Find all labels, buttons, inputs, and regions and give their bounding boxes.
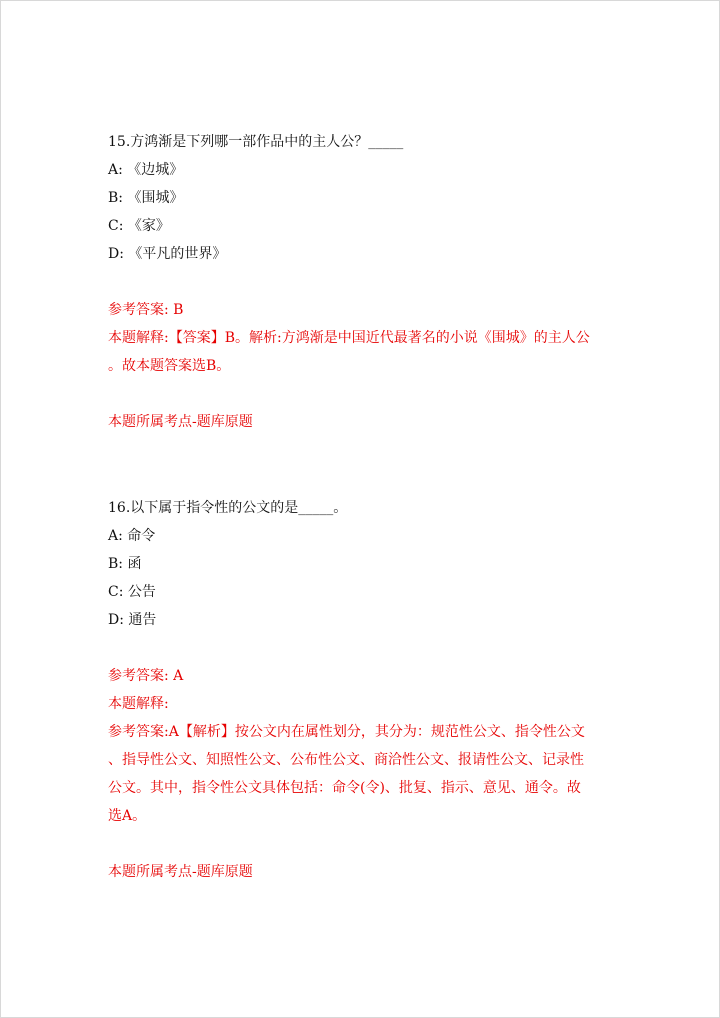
answer-line: 参考答案: A xyxy=(108,668,184,684)
option-d: D: 《平凡的世界》 xyxy=(108,246,227,262)
option-b: B: 《围城》 xyxy=(108,190,184,206)
explanation-line: 、指导性公文、知照性公文、公布性公文、商洽性公文、报请性公文、记录性 xyxy=(108,752,584,768)
question-block xyxy=(108,494,618,886)
option-a: A: 《边城》 xyxy=(108,162,184,178)
explanation-line: 。故本题答案选B。 xyxy=(108,358,231,374)
explanation-line: 本题解释: xyxy=(108,696,169,712)
option-d: D: 通告 xyxy=(108,612,157,628)
option-c: C: 公告 xyxy=(108,584,156,600)
option-a: A: 命令 xyxy=(108,528,156,544)
explanation-line: 本题解释:【答案】B。解析:方鸿渐是中国近代最著名的小说《围城》的主人公 xyxy=(108,330,590,346)
question-block xyxy=(108,128,618,436)
explanation-line: 公文。其中，指令性公文具体包括：命令(令)、批复、指示、意见、通令。故 xyxy=(108,780,581,796)
explanation-line: 选A。 xyxy=(108,808,147,824)
question-stem: 16.以下属于指令性的公文的是_____。 xyxy=(108,500,348,516)
option-c: C: 《家》 xyxy=(108,218,170,234)
answer-line: 参考答案: B xyxy=(108,302,184,318)
explanation-line: 参考答案:A【解析】按公文内在属性划分，其分为：规范性公文、指令性公文 xyxy=(108,724,585,740)
topic-line: 本题所属考点-题库原题 xyxy=(108,414,253,430)
document-content xyxy=(108,128,618,886)
question-stem: 15.方鸿渐是下列哪一部作品中的主人公？_____ xyxy=(108,134,404,150)
option-b: B: 函 xyxy=(108,556,142,572)
topic-line: 本题所属考点-题库原题 xyxy=(108,864,253,880)
